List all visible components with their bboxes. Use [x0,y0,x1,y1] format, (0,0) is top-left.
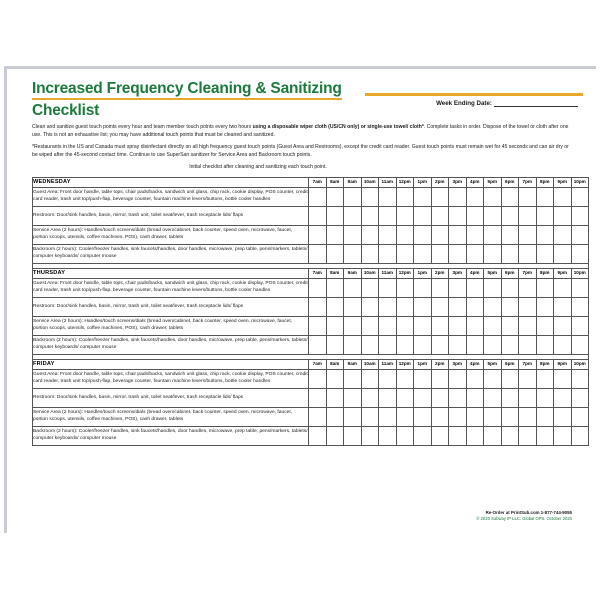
initial-cell-12pm[interactable] [396,206,414,225]
initial-cell-8pm[interactable] [536,187,554,206]
initial-cell-4pm[interactable] [466,407,484,426]
initial-cell-6pm[interactable] [501,278,519,297]
initial-cell-3pm[interactable] [449,426,467,445]
initial-cell-3pm[interactable] [449,206,467,225]
initial-cell-9am[interactable] [344,426,362,445]
initial-cell-8am[interactable] [326,369,344,388]
initial-cell-7pm[interactable] [519,244,537,263]
time-column-header-11am: 11am [379,177,397,187]
initial-cell-10pm[interactable] [571,297,589,316]
document-header [10,72,596,120]
day-name-thursday: THURSDAY [33,268,309,278]
initial-cell-8pm[interactable] [536,244,554,263]
initial-cell-1pm[interactable] [414,316,432,335]
initial-cell-7am[interactable] [309,244,327,263]
initial-cell-9pm[interactable] [554,407,572,426]
initial-cell-7am[interactable] [309,206,327,225]
initial-cell-6pm[interactable] [501,426,519,445]
initial-cell-6pm[interactable] [501,335,519,354]
initial-cell-5pm[interactable] [484,225,502,244]
initial-cell-8pm[interactable] [536,426,554,445]
initial-cell-4pm[interactable] [466,335,484,354]
initial-cell-7am[interactable] [309,297,327,316]
initial-cell-7pm[interactable] [519,278,537,297]
initial-cell-9am[interactable] [344,388,362,407]
initial-cell-8pm[interactable] [536,369,554,388]
week-ending-blank-line[interactable] [494,99,578,107]
initial-cell-9am[interactable] [344,206,362,225]
task-row [33,225,589,244]
initial-cell-11am[interactable] [379,297,397,316]
initial-cell-3pm[interactable] [449,297,467,316]
task-row [33,187,589,206]
time-column-header-9am: 9am [344,359,362,369]
initial-cell-10am[interactable] [361,206,379,225]
initial-cell-11am[interactable] [379,225,397,244]
task-description: Service Area (2 hours): Handles/touch screens/dials (bread oven/cabinet, back counter, speed oven, microwave, faucet, portion scoops, utensils, coffee machines, POS), cash drawer, tablets [33,407,309,426]
time-column-header-1pm: 1pm [414,177,432,187]
initial-cell-4pm[interactable] [466,225,484,244]
initial-cell-1pm[interactable] [414,335,432,354]
initial-cell-3pm[interactable] [449,225,467,244]
initial-cell-5pm[interactable] [484,244,502,263]
initial-cell-2pm[interactable] [431,278,449,297]
initial-cell-2pm[interactable] [431,388,449,407]
page-title-line1: Increased Frequency Cleaning & Sanitizing [32,80,342,100]
initial-cell-11am[interactable] [379,316,397,335]
initial-cell-7am[interactable] [309,388,327,407]
time-column-header-7am: 7am [309,177,327,187]
time-column-header-4pm: 4pm [466,359,484,369]
initial-cell-3pm[interactable] [449,369,467,388]
initial-cell-1pm[interactable] [414,187,432,206]
initial-cell-9am[interactable] [344,407,362,426]
initial-cell-12pm[interactable] [396,244,414,263]
time-column-header-8am: 8am [326,359,344,369]
initial-cell-4pm[interactable] [466,278,484,297]
time-column-header-8am: 8am [326,268,344,278]
initial-cell-8pm[interactable] [536,316,554,335]
initial-cell-5pm[interactable] [484,316,502,335]
cleaning-checklist-table [32,177,589,446]
time-column-header-3pm: 3pm [449,359,467,369]
initial-cell-10am[interactable] [361,297,379,316]
intro-text-block [10,120,596,172]
task-row [33,426,589,445]
initial-cell-9am[interactable] [344,316,362,335]
task-description: Restroom: Door/sink handles, basin, mirror, trash unit, toilet seat/lever, trash receptacle lids/ flaps [33,297,309,316]
document-footer [476,510,572,522]
time-column-header-11am: 11am [379,359,397,369]
initial-cell-3pm[interactable] [449,316,467,335]
initial-cell-12pm[interactable] [396,278,414,297]
time-column-header-8pm: 8pm [536,177,554,187]
initial-cell-9am[interactable] [344,335,362,354]
initial-cell-6pm[interactable] [501,388,519,407]
time-column-header-5pm: 5pm [484,177,502,187]
intro-p1-part-c: . Complete tasks in order. Dispose of the towel or cloth after one use. This is not an exhaustive list; you may have additional touch points that must be cleaned and sanitized. [32,124,569,138]
initial-cell-3pm[interactable] [449,388,467,407]
initial-cell-6pm[interactable] [501,369,519,388]
initial-cell-7am[interactable] [309,407,327,426]
initial-cell-7pm[interactable] [519,426,537,445]
initial-cell-11am[interactable] [379,335,397,354]
task-description: Backroom (2 hours): Cooler/freezer handles, sink faucets/handles, door handles, microwave, prep table, pens/markers, tablets/ computer keyboards/ computer mouse [33,426,309,445]
time-column-header-2pm: 2pm [431,177,449,187]
initial-cell-4pm[interactable] [466,388,484,407]
initial-cell-9pm[interactable] [554,335,572,354]
initial-cell-4pm[interactable] [466,369,484,388]
initial-cell-5pm[interactable] [484,335,502,354]
initial-cell-7pm[interactable] [519,335,537,354]
initial-cell-10pm[interactable] [571,335,589,354]
time-column-header-11am: 11am [379,268,397,278]
initial-cell-1pm[interactable] [414,244,432,263]
initial-cell-1pm[interactable] [414,206,432,225]
day-name-wednesday: WEDNESDAY [33,177,309,187]
initial-cell-6pm[interactable] [501,297,519,316]
initial-cell-8pm[interactable] [536,225,554,244]
initial-cell-10pm[interactable] [571,187,589,206]
initial-cell-7am[interactable] [309,187,327,206]
initial-cell-9pm[interactable] [554,206,572,225]
time-column-header-7pm: 7pm [519,177,537,187]
initial-cell-6pm[interactable] [501,187,519,206]
time-column-header-10am: 10am [361,177,379,187]
initial-cell-1pm[interactable] [414,369,432,388]
time-column-header-3pm: 3pm [449,268,467,278]
initial-cell-2pm[interactable] [431,407,449,426]
initial-cell-10pm[interactable] [571,206,589,225]
task-description: Restroom: Door/sink handles, basin, mirror, trash unit, toilet seat/lever, trash receptacle lids/ flaps [33,388,309,407]
time-column-header-2pm: 2pm [431,268,449,278]
time-column-header-8pm: 8pm [536,359,554,369]
initial-cell-12pm[interactable] [396,426,414,445]
initial-cell-10am[interactable] [361,426,379,445]
initial-cell-9am[interactable] [344,278,362,297]
time-column-header-4pm: 4pm [466,268,484,278]
initial-cell-10pm[interactable] [571,426,589,445]
initial-cell-10am[interactable] [361,335,379,354]
initial-cell-5pm[interactable] [484,426,502,445]
initial-cell-2pm[interactable] [431,225,449,244]
time-column-header-6pm: 6pm [501,177,519,187]
intro-paragraph-1 [32,124,574,139]
initial-cell-6pm[interactable] [501,316,519,335]
initial-cell-10am[interactable] [361,225,379,244]
initial-cell-10pm[interactable] [571,407,589,426]
initial-cell-9am[interactable] [344,225,362,244]
initial-cell-10pm[interactable] [571,316,589,335]
initial-cell-12pm[interactable] [396,187,414,206]
task-row [33,388,589,407]
initial-cell-11am[interactable] [379,407,397,426]
time-column-header-12pm: 12pm [396,268,414,278]
time-column-header-10pm: 10pm [571,359,589,369]
initial-cell-9pm[interactable] [554,225,572,244]
initial-cell-1pm[interactable] [414,225,432,244]
week-ending-date-field[interactable] [436,99,578,107]
initial-cell-10am[interactable] [361,369,379,388]
initial-cell-9pm[interactable] [554,244,572,263]
time-column-header-9am: 9am [344,177,362,187]
initial-cell-7am[interactable] [309,335,327,354]
initial-cell-9pm[interactable] [554,187,572,206]
time-column-header-7pm: 7pm [519,359,537,369]
initial-cell-2pm[interactable] [431,335,449,354]
time-column-header-1pm: 1pm [414,268,432,278]
day-header-row [33,268,589,278]
task-row [33,407,589,426]
initial-cell-7am[interactable] [309,426,327,445]
initial-cell-10pm[interactable] [571,244,589,263]
initial-cell-9am[interactable] [344,187,362,206]
initial-cell-8am[interactable] [326,335,344,354]
time-column-header-3pm: 3pm [449,177,467,187]
day-header-row [33,177,589,187]
initial-cell-6pm[interactable] [501,225,519,244]
initial-cell-2pm[interactable] [431,316,449,335]
initial-cell-5pm[interactable] [484,187,502,206]
initial-cell-9am[interactable] [344,297,362,316]
initial-cell-3pm[interactable] [449,335,467,354]
initial-cell-8am[interactable] [326,316,344,335]
title-gold-rule [365,93,583,96]
initial-cell-10am[interactable] [361,316,379,335]
initial-cell-11am[interactable] [379,369,397,388]
initial-cell-2pm[interactable] [431,187,449,206]
time-column-header-8am: 8am [326,177,344,187]
initial-checklist-note: Initial checklist after cleaning and sanitizing each touch point. [189,164,327,171]
initial-cell-9pm[interactable] [554,369,572,388]
task-description: Backroom (2 hours): Cooler/freezer handles, sink faucets/handles, door handles, microwave, prep table, pens/markers, tablets/ computer keyboards/ computer mouse [33,335,309,354]
time-column-header-6pm: 6pm [501,359,519,369]
day-name-friday: FRIDAY [33,359,309,369]
initial-cell-1pm[interactable] [414,407,432,426]
initial-cell-1pm[interactable] [414,278,432,297]
initial-cell-7pm[interactable] [519,225,537,244]
task-description: Restroom: Door/sink handles, basin, mirror, trash unit, toilet seat/lever, trash receptacle lids/ flaps [33,206,309,225]
initial-cell-12pm[interactable] [396,407,414,426]
time-column-header-10am: 10am [361,268,379,278]
initial-cell-7pm[interactable] [519,369,537,388]
time-column-header-10pm: 10pm [571,177,589,187]
initial-cell-11am[interactable] [379,244,397,263]
initial-cell-7pm[interactable] [519,316,537,335]
time-column-header-9pm: 9pm [554,268,572,278]
initial-cell-8am[interactable] [326,244,344,263]
initial-cell-10am[interactable] [361,187,379,206]
time-column-header-7pm: 7pm [519,268,537,278]
initial-cell-9am[interactable] [344,244,362,263]
initial-cell-12pm[interactable] [396,388,414,407]
task-row [33,244,589,263]
initial-cell-8pm[interactable] [536,278,554,297]
initial-cell-8am[interactable] [326,407,344,426]
initial-cell-9pm[interactable] [554,426,572,445]
initial-cell-10pm[interactable] [571,369,589,388]
initial-cell-8am[interactable] [326,206,344,225]
initial-cell-12pm[interactable] [396,335,414,354]
task-row [33,316,589,335]
initial-cell-8pm[interactable] [536,206,554,225]
initial-cell-12pm[interactable] [396,316,414,335]
day-header-row [33,359,589,369]
intro-paragraph-2: *Restaurants in the US and Canada must spray disinfectant directly on all high frequency guest touch points (Guest Area and Restrooms), except the credit card reader. Guest touch points must remain wet for 45 seconds and can air dry or be wiped after the 45-second contact time. Continue to use SuperSan sanitizer for Service Area and Backroom touch points. [32,144,569,158]
time-column-header-1pm: 1pm [414,359,432,369]
initial-cell-7am[interactable] [309,225,327,244]
initial-cell-8pm[interactable] [536,407,554,426]
initial-cell-4pm[interactable] [466,316,484,335]
initial-cell-10am[interactable] [361,407,379,426]
initial-cell-4pm[interactable] [466,187,484,206]
page-title-line2: Checklist [32,102,100,119]
initial-cell-9pm[interactable] [554,316,572,335]
initial-cell-4pm[interactable] [466,297,484,316]
initial-cell-10am[interactable] [361,278,379,297]
task-description: Guest Area: Front door handle, table tops, chair pads/backs, sandwich unit glass, chip rack, cookie display, POS counter, credit card reader, trash unit top/push-flap, beverage counter, fountain machine levers/buttons, bottle cooler handles [33,369,309,388]
initial-cell-8pm[interactable] [536,335,554,354]
task-row [33,335,589,354]
initial-cell-12pm[interactable] [396,297,414,316]
copyright-info: © 2020 Subway IP LLC. Global OPS. October 2020 [476,516,572,521]
initial-cell-8am[interactable] [326,297,344,316]
initial-cell-8am[interactable] [326,225,344,244]
initial-cell-10am[interactable] [361,244,379,263]
task-description: Guest Area: Front door handle, table tops, chair pads/backs, sandwich unit glass, chip rack, cookie display, POS counter, credit card reader, trash unit top/push-flap, beverage counter, fountain machine levers/buttons, bottle cooler handles [33,187,309,206]
initial-cell-2pm[interactable] [431,426,449,445]
initial-cell-5pm[interactable] [484,407,502,426]
initial-cell-8am[interactable] [326,426,344,445]
initial-cell-11am[interactable] [379,426,397,445]
initial-cell-6pm[interactable] [501,206,519,225]
initial-cell-7am[interactable] [309,369,327,388]
time-column-header-8pm: 8pm [536,268,554,278]
initial-cell-9pm[interactable] [554,278,572,297]
task-description: Backroom (2 hours): Cooler/freezer handles, sink faucets/handles, door handles, microwave, prep table, pens/markers, tablets/ computer keyboards/ computer mouse [33,244,309,263]
initial-cell-9pm[interactable] [554,297,572,316]
initial-cell-12pm[interactable] [396,369,414,388]
initial-cell-8pm[interactable] [536,388,554,407]
week-ending-label: Week Ending Date: [436,100,492,107]
time-column-header-9am: 9am [344,268,362,278]
intro-p1-bold: using a disposable wiper cloth (US/CN only) or single-use towel/ cloth* [252,124,424,130]
reorder-info: Re-Order at PrintSub.com 1-877-744-9055 [485,510,572,515]
initial-cell-7am[interactable] [309,316,327,335]
initial-cell-2pm[interactable] [431,369,449,388]
task-row [33,206,589,225]
intro-p1-part-a: Clean and sanitize guest touch points every hour and team member touch points every two hours [32,124,253,130]
document-body [10,72,596,533]
time-column-header-9pm: 9pm [554,359,572,369]
time-column-header-10pm: 10pm [571,268,589,278]
task-row [33,278,589,297]
initial-cell-10pm[interactable] [571,388,589,407]
initial-cell-12pm[interactable] [396,225,414,244]
initial-cell-2pm[interactable] [431,297,449,316]
initial-cell-3pm[interactable] [449,187,467,206]
time-column-header-5pm: 5pm [484,359,502,369]
task-row [33,369,589,388]
initial-cell-7pm[interactable] [519,187,537,206]
time-column-header-6pm: 6pm [501,268,519,278]
initial-cell-3pm[interactable] [449,244,467,263]
task-description: Service Area (2 hours): Handles/touch screens/dials (bread oven/cabinet, back counter, speed oven, microwave, faucet, portion scoops, utensils, coffee machines, POS), cash drawer, tablets [33,316,309,335]
initial-cell-1pm[interactable] [414,388,432,407]
initial-cell-8pm[interactable] [536,297,554,316]
time-column-header-4pm: 4pm [466,177,484,187]
initial-cell-5pm[interactable] [484,278,502,297]
initial-cell-7pm[interactable] [519,407,537,426]
task-description: Guest Area: Front door handle, table tops, chair pads/backs, sandwich unit glass, chip rack, cookie display, POS counter, credit card reader, trash unit top/push-flap, beverage counter, fountain machine levers/buttons, bottle cooler handles [33,278,309,297]
time-column-header-12pm: 12pm [396,359,414,369]
time-column-header-9pm: 9pm [554,177,572,187]
initial-cell-9am[interactable] [344,369,362,388]
task-row [33,297,589,316]
initial-cell-3pm[interactable] [449,407,467,426]
initial-cell-9pm[interactable] [554,388,572,407]
initial-cell-10am[interactable] [361,388,379,407]
initial-cell-6pm[interactable] [501,407,519,426]
time-column-header-5pm: 5pm [484,268,502,278]
time-column-header-2pm: 2pm [431,359,449,369]
initial-cell-2pm[interactable] [431,206,449,225]
time-column-header-12pm: 12pm [396,177,414,187]
initial-cell-8am[interactable] [326,388,344,407]
initial-cell-7pm[interactable] [519,388,537,407]
time-column-header-7am: 7am [309,268,327,278]
initial-cell-11am[interactable] [379,278,397,297]
initial-cell-5pm[interactable] [484,388,502,407]
initial-cell-5pm[interactable] [484,369,502,388]
initial-cell-3pm[interactable] [449,278,467,297]
initial-cell-10pm[interactable] [571,278,589,297]
initial-cell-5pm[interactable] [484,297,502,316]
initial-cell-4pm[interactable] [466,426,484,445]
initial-cell-4pm[interactable] [466,244,484,263]
initial-cell-8am[interactable] [326,187,344,206]
time-column-header-10am: 10am [361,359,379,369]
initial-cell-10pm[interactable] [571,225,589,244]
initial-cell-7am[interactable] [309,278,327,297]
time-column-header-7am: 7am [309,359,327,369]
document-frame [4,66,596,533]
initial-cell-7pm[interactable] [519,297,537,316]
initial-cell-8am[interactable] [326,278,344,297]
initial-cell-7pm[interactable] [519,206,537,225]
initial-cell-2pm[interactable] [431,244,449,263]
initial-cell-11am[interactable] [379,206,397,225]
initial-cell-4pm[interactable] [466,206,484,225]
initial-cell-5pm[interactable] [484,206,502,225]
initial-cell-11am[interactable] [379,187,397,206]
task-description: Service Area (2 hours): Handles/touch screens/dials (bread oven/cabinet, back counter, speed oven, microwave, faucet, portion scoops, utensils, coffee machines, POS), cash drawer, tablets [33,225,309,244]
initial-cell-1pm[interactable] [414,297,432,316]
initial-cell-6pm[interactable] [501,244,519,263]
initial-cell-11am[interactable] [379,388,397,407]
initial-cell-1pm[interactable] [414,426,432,445]
